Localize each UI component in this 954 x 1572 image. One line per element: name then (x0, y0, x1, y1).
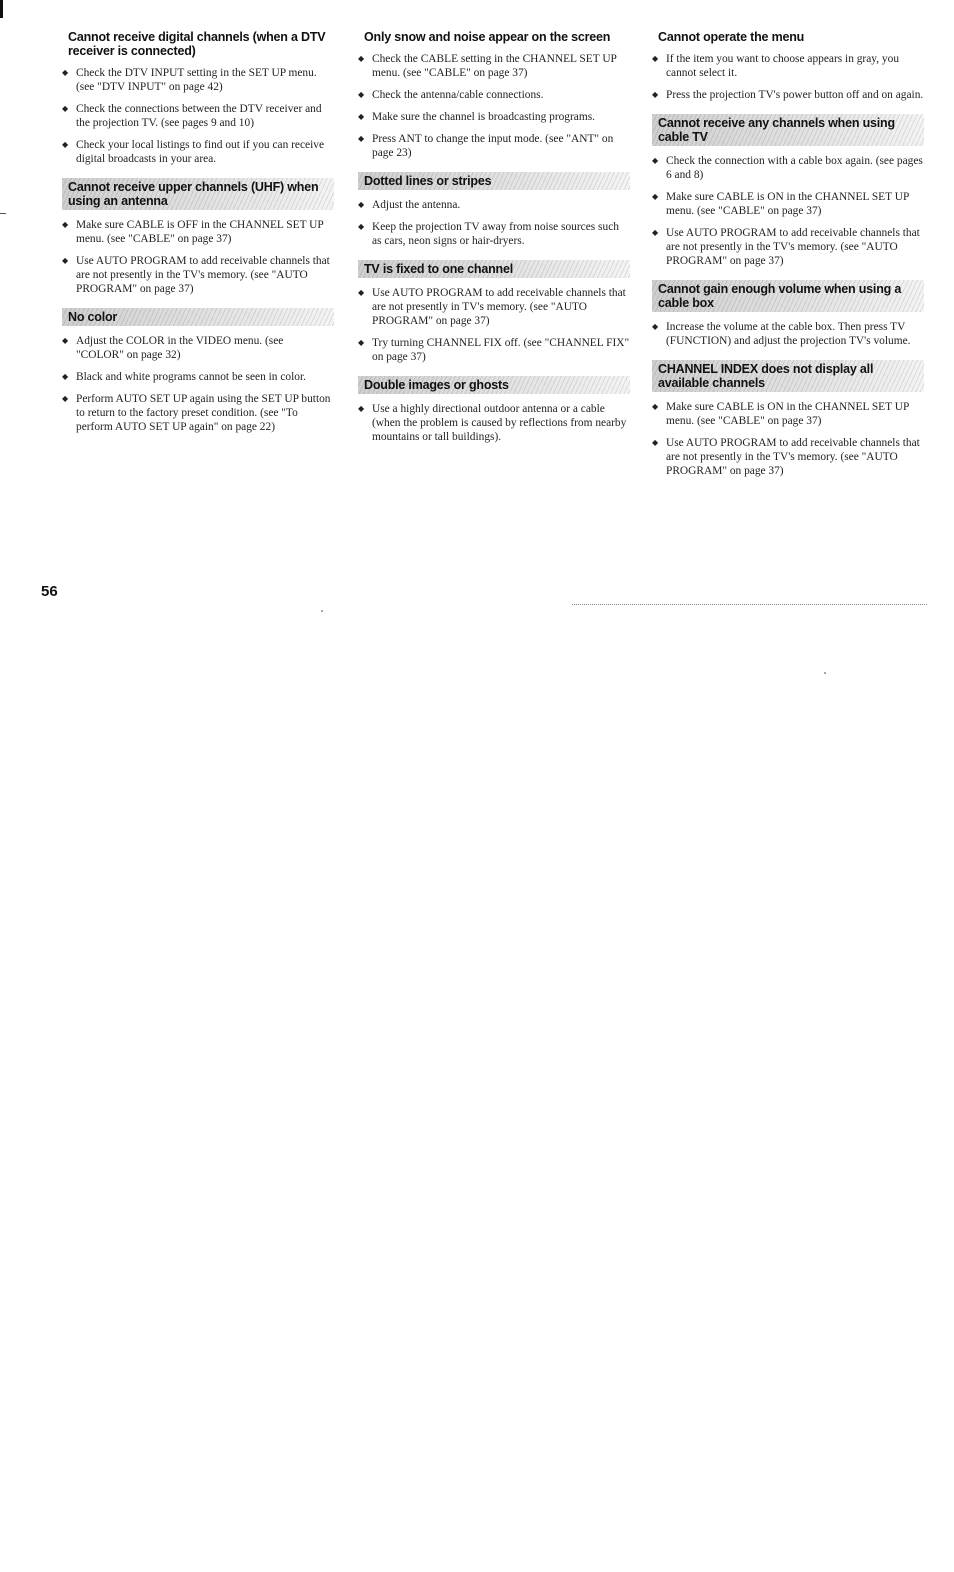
list-item-text: Perform AUTO SET UP again using the SET UP button to return to the factory preset condition. (see "To perform AUTO SET UP again" on page 22) (76, 393, 331, 433)
diamond-bullet-icon: ◆ (652, 228, 659, 237)
diamond-bullet-icon: ◆ (652, 90, 659, 99)
diamond-bullet-icon: ◆ (652, 438, 659, 447)
diamond-bullet-icon: ◆ (358, 112, 365, 121)
page-number: 56 (41, 583, 58, 600)
list-item-text: Try turning CHANNEL FIX off. (see "CHANNEL FIX" on page 37) (372, 337, 630, 363)
diamond-bullet-icon: ◆ (62, 394, 69, 403)
column-1 (62, 30, 334, 442)
section-heading: Cannot operate the menu (658, 30, 805, 44)
list-item-text: Check the antenna/cable connections. (372, 89, 544, 101)
section-heading: Cannot receive any channels when using cable TV (652, 114, 924, 146)
section-upper-channels (62, 178, 334, 296)
bullet-list (652, 320, 924, 348)
list-item (358, 132, 630, 160)
list-item-text: Press ANT to change the input mode. (see "ANT" on page 23) (372, 133, 614, 159)
section-heading: Cannot receive digital channels (when a DTV receiver is connected) (68, 30, 326, 58)
section-no-color (62, 308, 334, 434)
list-item-text: Check your local listings to find out if you can receive digital broadcasts in your area. (76, 139, 324, 165)
list-item (62, 218, 334, 246)
diamond-bullet-icon: ◆ (652, 192, 659, 201)
list-item (358, 198, 630, 212)
bullet-list (652, 400, 924, 478)
bullet-list (62, 66, 334, 166)
list-item-text: Black and white programs cannot be seen in color. (76, 371, 306, 383)
list-item-text: Use a highly directional outdoor antenna or a cable (when the problem is caused by reflections from nearby mountains or tall buildings). (372, 403, 627, 443)
section-heading: Dotted lines or stripes (358, 172, 630, 190)
section-heading: CHANNEL INDEX does not display all available channels (652, 360, 924, 392)
list-item (652, 52, 924, 80)
section-heading: Double images or ghosts (358, 376, 630, 394)
section-fixed-channel (358, 260, 630, 364)
list-item-text: Check the CABLE setting in the CHANNEL SET UP menu. (see "CABLE" on page 37) (372, 53, 617, 79)
list-item (62, 102, 334, 130)
list-item-text: Press the projection TV's power button off and on again. (666, 89, 924, 101)
section-heading: Cannot gain enough volume when using a cable box (652, 280, 924, 312)
list-item (358, 110, 630, 124)
diamond-bullet-icon: ◆ (358, 404, 365, 413)
diamond-bullet-icon: ◆ (358, 288, 365, 297)
list-item-text: Make sure CABLE is ON in the CHANNEL SET UP menu. (see "CABLE" on page 37) (666, 191, 909, 217)
section-heading: No color (62, 308, 334, 326)
diamond-bullet-icon: ◆ (62, 220, 69, 229)
diamond-bullet-icon: ◆ (358, 338, 365, 347)
list-item (652, 88, 924, 102)
list-item-text: Use AUTO PROGRAM to add receivable channels that are not presently in the TV's memory. (see "AUTO PROGRAM" on page 37) (666, 437, 920, 477)
list-item-text: Check the connection with a cable box again. (see pages 6 and 8) (666, 155, 923, 181)
section-heading: Only snow and noise appear on the screen (364, 30, 611, 44)
section-cable-volume (652, 280, 924, 348)
diamond-bullet-icon: ◆ (62, 140, 69, 149)
page-edge-mark (0, 0, 3, 18)
list-item-text: Keep the projection TV away from noise sources such as cars, neon signs or hair-dryers. (372, 221, 619, 247)
diamond-bullet-icon: ◆ (358, 90, 365, 99)
list-item (652, 154, 924, 182)
bullet-list (358, 402, 630, 444)
section-digital-channels (62, 30, 334, 166)
section-cable-tv (652, 114, 924, 268)
list-item (652, 226, 924, 268)
list-item (358, 52, 630, 80)
diamond-bullet-icon: ◆ (358, 222, 365, 231)
list-item-text: Use AUTO PROGRAM to add receivable channels that are not presently in TV's memory. (see "AUTO PROGRAM" on page 37) (372, 287, 626, 327)
list-item-text: Adjust the COLOR in the VIDEO menu. (see "COLOR" on page 32) (76, 335, 284, 361)
list-item (358, 88, 630, 102)
section-heading: Cannot receive upper channels (UHF) when using an antenna (62, 178, 334, 210)
page-margin-tick (0, 213, 6, 214)
bullet-list (652, 52, 924, 102)
diamond-bullet-icon: ◆ (652, 322, 659, 331)
bullet-list (358, 52, 630, 160)
list-item-text: Make sure the channel is broadcasting programs. (372, 111, 595, 123)
list-item-text: Make sure CABLE is ON in the CHANNEL SET UP menu. (see "CABLE" on page 37) (666, 401, 909, 427)
list-item-text: Make sure CABLE is OFF in the CHANNEL SET UP menu. (see "CABLE" on page 37) (76, 219, 324, 245)
section-snow-noise (358, 30, 630, 160)
list-item-text: Adjust the antenna. (372, 199, 461, 211)
diamond-bullet-icon: ◆ (62, 256, 69, 265)
diamond-bullet-icon: ◆ (62, 104, 69, 113)
column-2 (358, 30, 630, 452)
diamond-bullet-icon: ◆ (358, 54, 365, 63)
diamond-bullet-icon: ◆ (358, 134, 365, 143)
list-item (62, 392, 334, 434)
list-item-text: If the item you want to choose appears in gray, you cannot select it. (666, 53, 900, 79)
list-item (652, 400, 924, 428)
section-operate-menu (652, 30, 924, 102)
list-item (358, 220, 630, 248)
diamond-bullet-icon: ◆ (62, 372, 69, 381)
bullet-list (652, 154, 924, 268)
list-item (62, 370, 334, 384)
list-item (62, 254, 334, 296)
list-item (652, 190, 924, 218)
list-item-text: Check the connections between the DTV receiver and the projection TV. (see pages 9 and 10) (76, 103, 322, 129)
list-item-text: Use AUTO PROGRAM to add receivable channels that are not presently in the TV's memory. (see "AUTO PROGRAM" on page 37) (666, 227, 920, 267)
bullet-list (358, 286, 630, 364)
bullet-list (358, 198, 630, 248)
diamond-bullet-icon: ◆ (652, 54, 659, 63)
scan-speck (321, 610, 323, 612)
bullet-list (62, 334, 334, 434)
column-3 (652, 30, 924, 486)
list-item (358, 402, 630, 444)
diamond-bullet-icon: ◆ (62, 68, 69, 77)
scan-dotted-rule (572, 604, 927, 605)
list-item (652, 320, 924, 348)
list-item (62, 66, 334, 94)
section-channel-index (652, 360, 924, 478)
bullet-list (62, 218, 334, 296)
section-heading: TV is fixed to one channel (358, 260, 630, 278)
section-double-images (358, 376, 630, 444)
diamond-bullet-icon: ◆ (62, 336, 69, 345)
list-item-text: Check the DTV INPUT setting in the SET UP menu. (see "DTV INPUT" on page 42) (76, 67, 317, 93)
list-item (652, 436, 924, 478)
list-item (62, 138, 334, 166)
list-item-text: Increase the volume at the cable box. Then press TV (FUNCTION) and adjust the projection TV's volume. (666, 321, 911, 347)
section-dotted-lines (358, 172, 630, 248)
scan-speck (824, 672, 826, 674)
diamond-bullet-icon: ◆ (358, 200, 365, 209)
list-item (358, 286, 630, 328)
list-item-text: Use AUTO PROGRAM to add receivable channels that are not presently in the TV's memory. (see "AUTO PROGRAM" on page 37) (76, 255, 330, 295)
list-item (62, 334, 334, 362)
diamond-bullet-icon: ◆ (652, 402, 659, 411)
list-item (358, 336, 630, 364)
diamond-bullet-icon: ◆ (652, 156, 659, 165)
